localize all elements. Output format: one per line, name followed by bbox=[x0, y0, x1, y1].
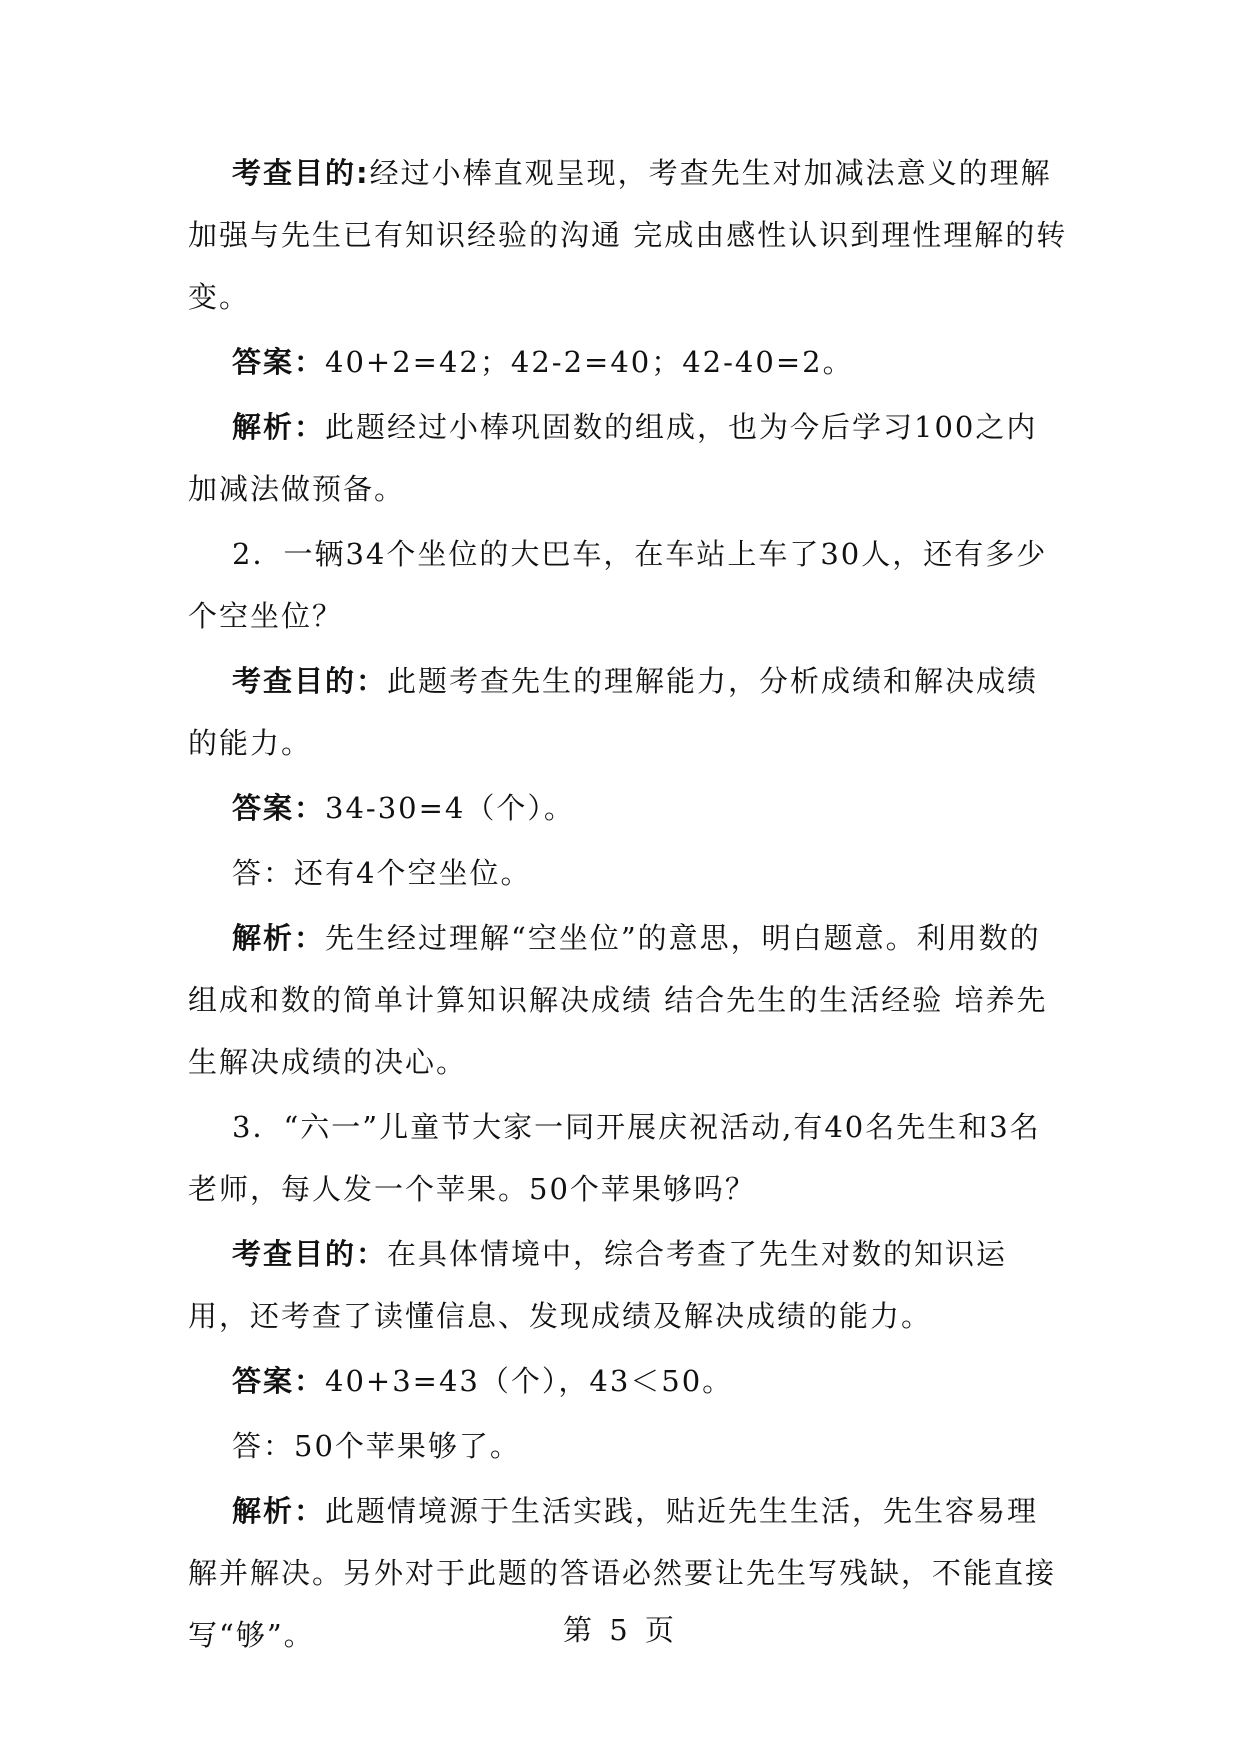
paragraph-text: 此题经过小棒巩固数的组成，也为今后学习100之内加减法做预备。 bbox=[188, 410, 1038, 506]
document-body bbox=[188, 142, 1068, 1666]
paragraph-purpose-2 bbox=[188, 650, 1068, 774]
paragraph-purpose-1 bbox=[188, 142, 1068, 328]
paragraph-text: 此题情境源于生活实践，贴近先生生活，先生容易理解并解决。另外对于此题的答语必然要让先生写残缺，不能直接写“够”。 bbox=[188, 1494, 1057, 1652]
label-answer: 答案： bbox=[232, 791, 326, 825]
paragraph-text: 答：还有4个空坐位。 bbox=[232, 856, 532, 890]
paragraph-text: 答：50个苹果够了。 bbox=[232, 1429, 521, 1463]
question-2 bbox=[188, 523, 1068, 647]
page-number: 第 5 页 bbox=[563, 1613, 678, 1647]
paragraph-text: 此题考查先生的理解能力，分析成绩和解决成绩的能力。 bbox=[188, 664, 1039, 760]
paragraph-text: 先生经过理解“空坐位”的意思，明白题意。利用数的组成和数的简单计算知识解决成绩 结合先生的生活经验 培养先生解决成绩的决心。 bbox=[188, 921, 1048, 1079]
paragraph-text: 3．“六一”儿童节大家一同开展庆祝活动,有40名先生和3名老师，每人发一个苹果。50个苹果够吗？ bbox=[188, 1110, 1041, 1206]
label-purpose: 考查目的： bbox=[232, 664, 388, 698]
label-analysis: 解析： bbox=[232, 410, 326, 444]
paragraph-purpose-3 bbox=[188, 1223, 1068, 1347]
paragraph-text: 34-30=4（个）。 bbox=[325, 791, 575, 825]
label-purpose: 考查目的: bbox=[232, 156, 370, 190]
paragraph-answer-2 bbox=[188, 777, 1068, 839]
label-answer: 答案： bbox=[232, 345, 326, 379]
question-3 bbox=[188, 1096, 1068, 1220]
label-analysis: 解析： bbox=[232, 1494, 326, 1528]
paragraph-text: 40+3=43（个），43＜50。 bbox=[325, 1364, 734, 1398]
label-analysis: 解析： bbox=[232, 921, 326, 955]
paragraph-text: 40+2=42；42-2=40；42-40=2。 bbox=[325, 345, 854, 379]
paragraph-text: 2．一辆34个坐位的大巴车，在车站上车了30人，还有多少个空坐位？ bbox=[188, 537, 1048, 633]
label-purpose: 考查目的： bbox=[232, 1237, 388, 1271]
paragraph-answer-1 bbox=[188, 331, 1068, 393]
reply-3 bbox=[188, 1415, 1068, 1477]
paragraph-analysis-1 bbox=[188, 396, 1068, 520]
paragraph-text: 经过小棒直观呈现，考查先生对加减法意义的理解加强与先生已有知识经验的沟通 完成由感性认识到理性理解的转变。 bbox=[188, 156, 1068, 314]
paragraph-answer-3 bbox=[188, 1350, 1068, 1412]
paragraph-text: 在具体情境中，综合考查了先生对数的知识运用，还考查了读懂信息、发现成绩及解决成绩的能力。 bbox=[188, 1237, 1008, 1333]
reply-2 bbox=[188, 842, 1068, 904]
paragraph-analysis-2 bbox=[188, 907, 1068, 1093]
label-answer: 答案： bbox=[232, 1364, 326, 1398]
